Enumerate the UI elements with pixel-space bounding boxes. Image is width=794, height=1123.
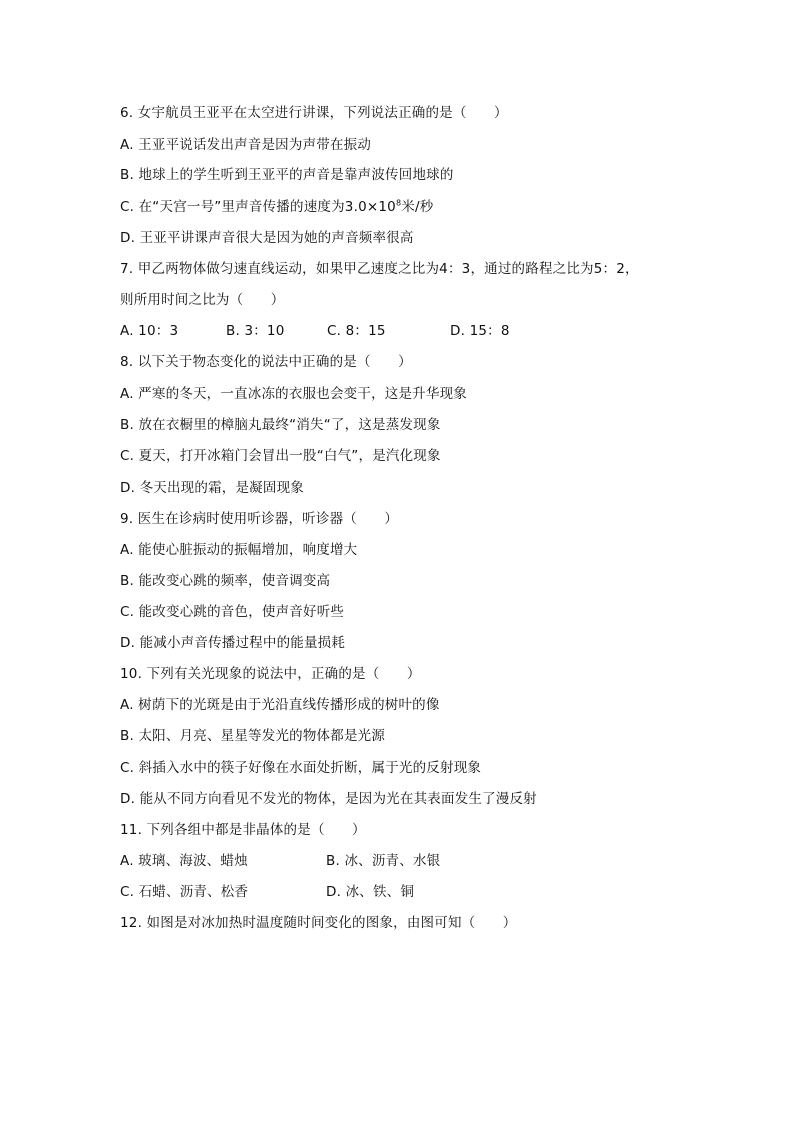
- question-6-option-c: [120, 198, 433, 216]
- question-11-option-c: C. 石蜡、沥青、松香: [120, 884, 249, 900]
- question-6-option-c-unit: 米/秒: [401, 199, 434, 215]
- question-9-option-d: D. 能减小声音传播过程中的能量损耗: [120, 635, 346, 651]
- question-11-option-b: B. 冰、沥青、水银: [326, 853, 441, 869]
- question-6-option-a: A. 王亚平说话发出声音是因为声带在振动: [120, 137, 372, 153]
- question-10-option-a: A. 树荫下的光斑是由于光沿直线传播形成的树叶的像: [120, 697, 440, 713]
- question-6-option-d: D. 王亚平讲课声音很大是因为她的声音频率很高: [120, 230, 414, 246]
- question-11-stem: 11. 下列各组中都是非晶体的是（ ）: [120, 822, 366, 838]
- question-8-option-c: C. 夏天，打开冰箱门会冒出一股“白气”，是汽化现象: [120, 448, 441, 464]
- question-8-option-a: A. 严寒的冬天，一直冰冻的衣服也会变干，这是升华现象: [120, 386, 467, 402]
- question-9-option-c: C. 能改变心跳的音色，使声音好听些: [120, 604, 345, 620]
- question-8-option-d: D. 冬天出现的霜，是凝固现象: [120, 480, 304, 496]
- question-10-stem: 10. 下列有关光现象的说法中，正确的是（ ）: [120, 666, 421, 682]
- question-6-option-c-text: C. 在“天宫一号”里声音传播的速度为3.0×10: [120, 199, 396, 215]
- question-7-stem-line2: 则所用时间之比为（ ）: [120, 292, 285, 308]
- question-9-option-a: A. 能使心脏振动的振幅增加，响度增大: [120, 542, 358, 558]
- question-7-option-b: B. 3：10: [226, 323, 285, 339]
- question-6-stem: 6. 女宇航员王亚平在太空进行讲课，下列说法正确的是（ ）: [120, 105, 508, 121]
- question-7-option-c: C. 8：15: [327, 323, 386, 339]
- question-9-option-b: B. 能改变心跳的频率，使音调变高: [120, 573, 331, 589]
- question-10-option-c: C. 斜插入水中的筷子好像在水面处折断，属于光的反射现象: [120, 760, 482, 776]
- question-6-option-b: B. 地球上的学生听到王亚平的声音是靠声波传回地球的: [120, 167, 454, 183]
- question-6-option-c-exponent: 8: [395, 198, 402, 208]
- question-10-option-d: D. 能从不同方向看见不发光的物体，是因为光在其表面发生了漫反射: [120, 791, 537, 807]
- question-8-option-b: B. 放在衣橱里的樟脑丸最终“消失“了，这是蒸发现象: [120, 417, 441, 433]
- question-11-options-row2: [120, 883, 720, 901]
- question-7-option-a: A. 10：3: [120, 323, 179, 339]
- question-7-option-d: D. 15：8: [450, 323, 510, 339]
- question-12-stem: 12. 如图是对冰加热时温度随时间变化的图象，由图可知（ ）: [120, 915, 517, 931]
- question-11-option-a: A. 玻璃、海波、蜡烛: [120, 853, 248, 869]
- question-7-stem-line1: 7. 甲乙两物体做匀速直线运动，如果甲乙速度之比为4：3，通过的路程之比为5：2，: [120, 261, 639, 277]
- question-11-options-row1: [120, 852, 720, 870]
- question-7-options: [120, 322, 720, 340]
- question-11-option-d: D. 冰、铁、铜: [326, 884, 415, 900]
- question-8-stem: 8. 以下关于物态变化的说法中正确的是（ ）: [120, 354, 412, 370]
- question-10-option-b: B. 太阳、月亮、星星等发光的物体都是光源: [120, 728, 386, 744]
- question-9-stem: 9. 医生在诊病时使用听诊器，听诊器（ ）: [120, 511, 399, 527]
